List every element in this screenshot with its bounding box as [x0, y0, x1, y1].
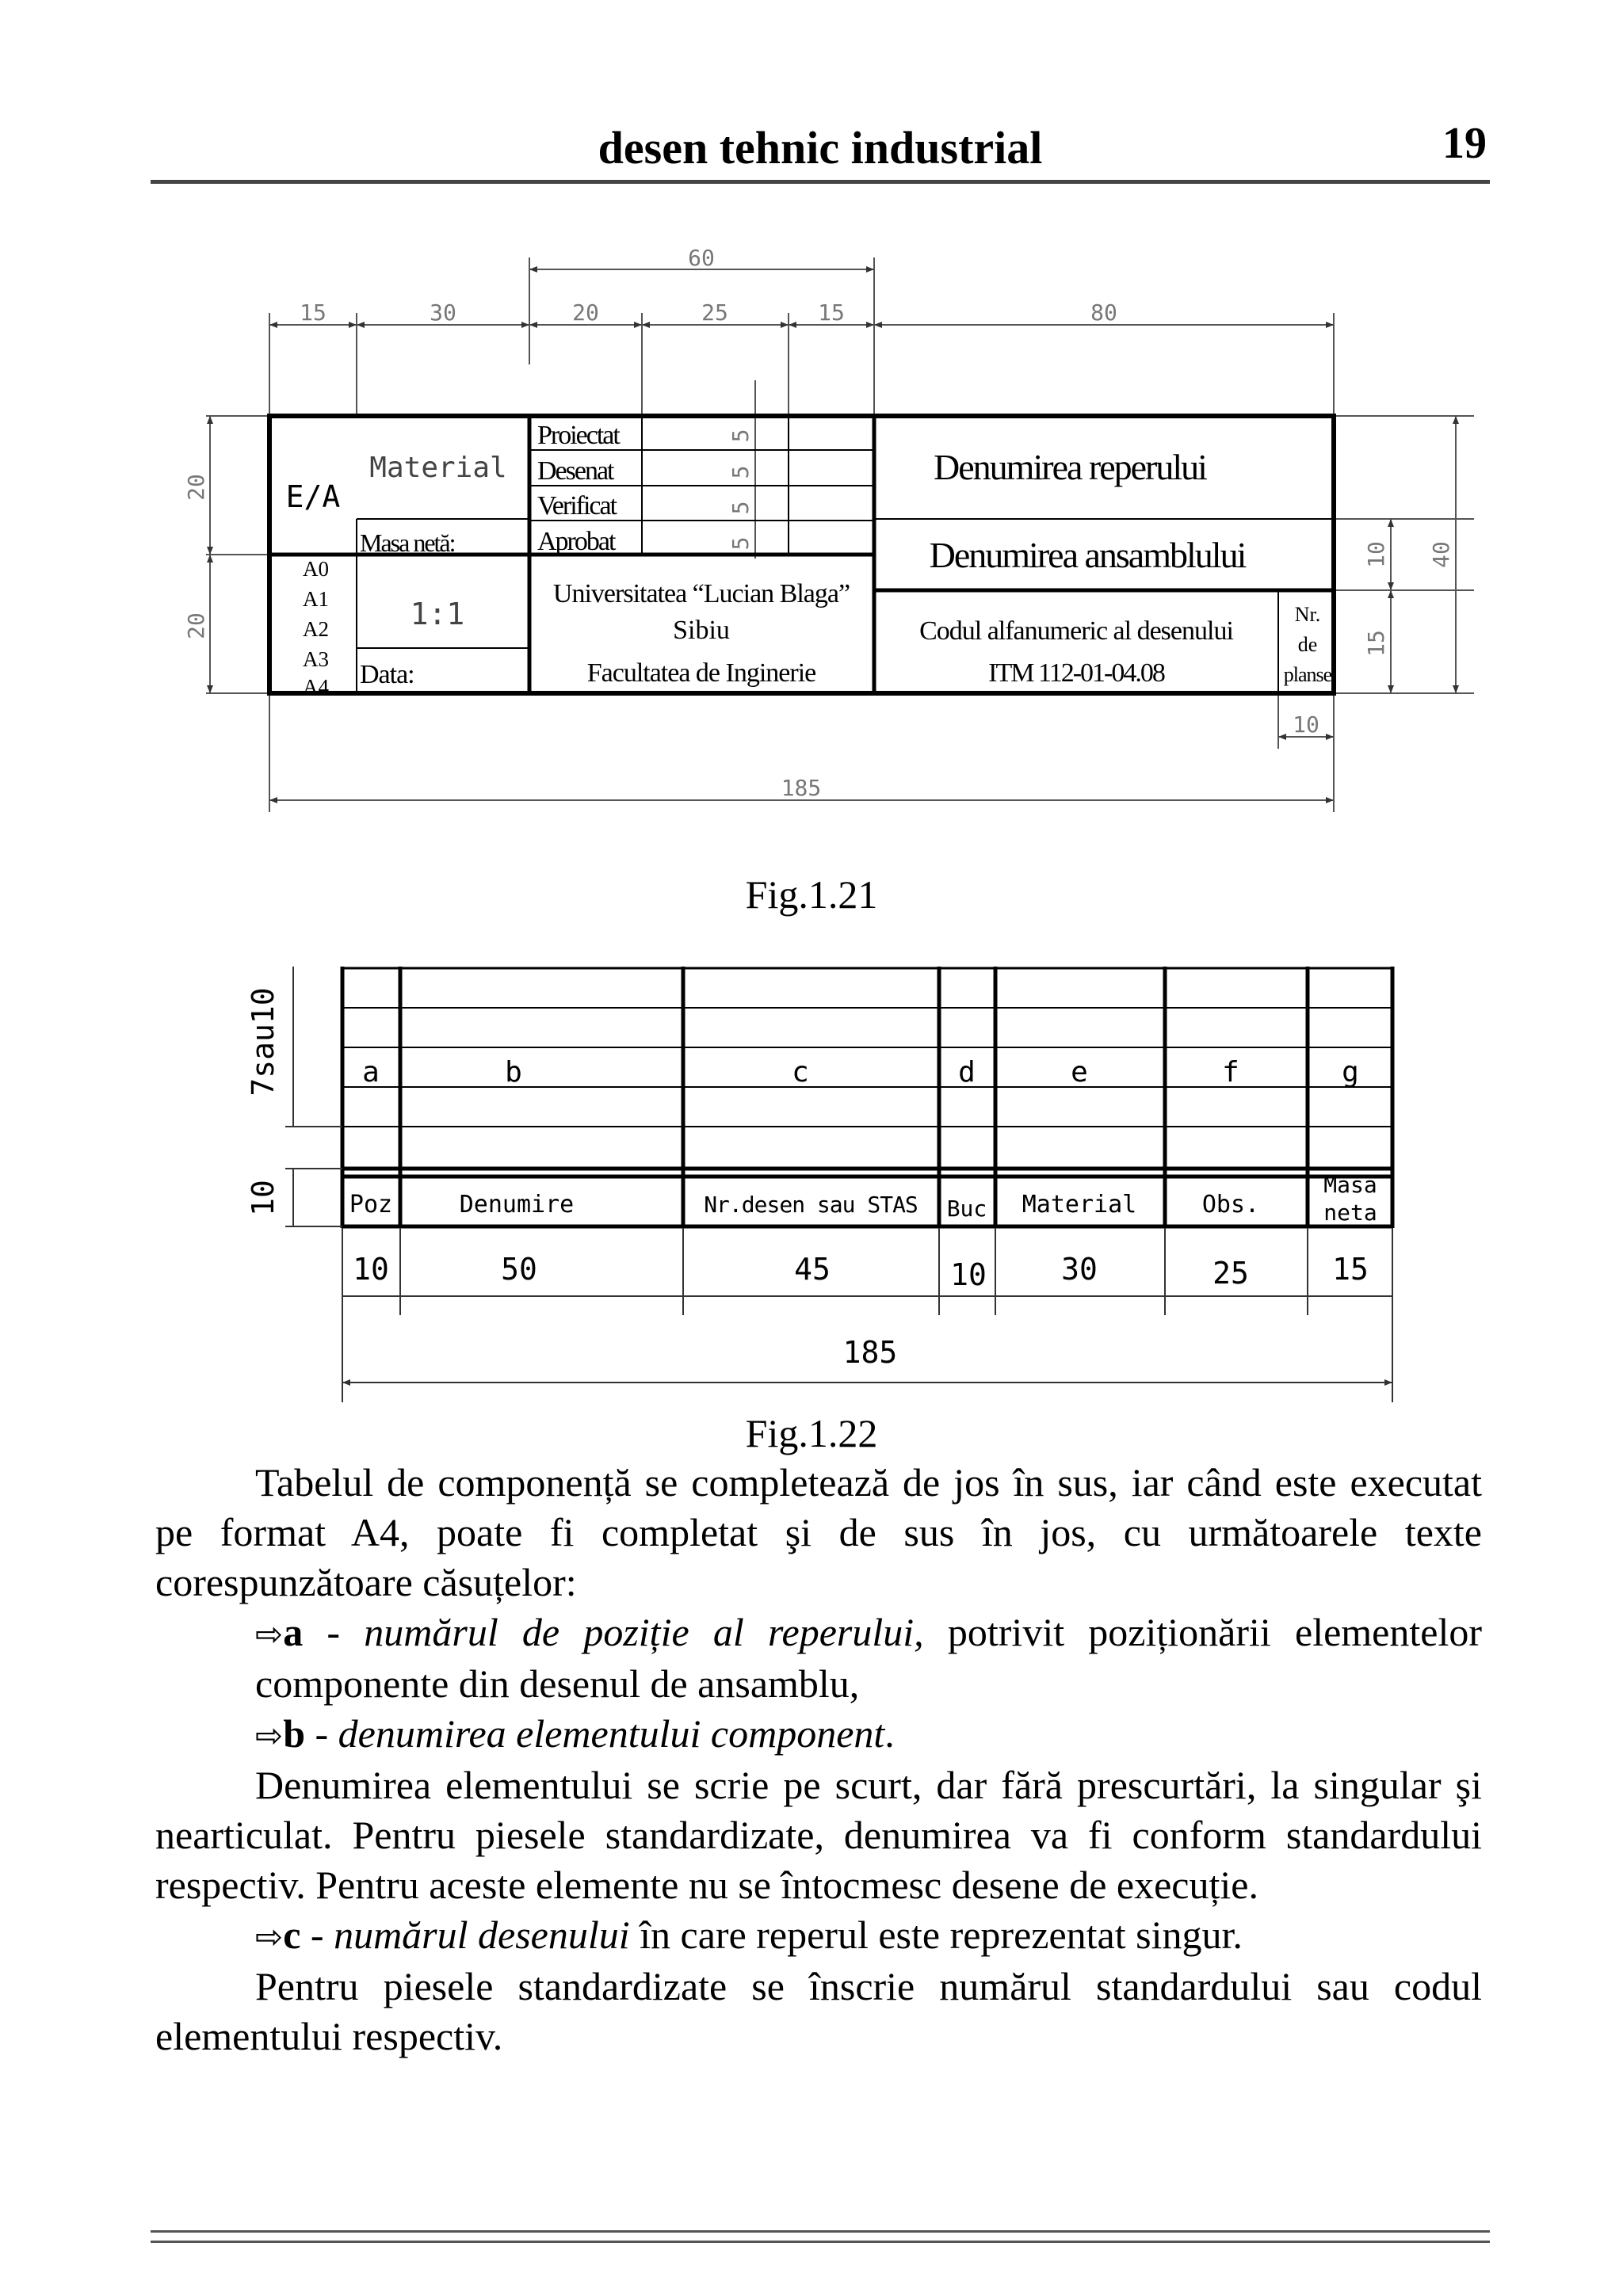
component-table-drawing	[0, 951, 1623, 1402]
width-total-185: 185	[842, 1335, 898, 1370]
header-buc: Buc	[946, 1196, 987, 1222]
dim-left-20b: 20	[183, 612, 209, 639]
bullet-a-letter: a	[283, 1610, 304, 1654]
width-30: 30	[1061, 1252, 1098, 1287]
header-obs: Obs.	[1201, 1191, 1260, 1219]
bullet-c-italic: numărul desenului	[334, 1913, 630, 1957]
page-number: 19	[1442, 119, 1487, 168]
dim-right-10: 10	[1363, 541, 1389, 568]
dim-15b: 15	[818, 299, 845, 326]
letter-a: a	[362, 1056, 380, 1089]
arrow-right-icon: ⇨	[255, 1716, 284, 1755]
role-verificat: Verificat	[537, 491, 617, 521]
dim-row-5d: 5	[727, 536, 754, 551]
format-a4: A4	[303, 675, 329, 699]
header-nr-desen: Nr.desen sau STAS	[704, 1192, 918, 1218]
bullet-c-sep: -	[300, 1913, 334, 1957]
dim-80: 80	[1090, 299, 1117, 326]
width-45: 45	[794, 1252, 831, 1287]
dim-right-15: 15	[1363, 630, 1389, 657]
width-50: 50	[501, 1252, 537, 1287]
header-denumire: Denumire	[459, 1191, 575, 1219]
univ-line2: Sibiu	[673, 616, 730, 645]
left-dim-10: 10	[246, 1180, 281, 1216]
cell-scale: 1:1	[410, 597, 465, 631]
format-a3: A3	[303, 647, 329, 671]
width-10a: 10	[353, 1252, 389, 1287]
bullet-b-italic: denumirea elementului component	[338, 1711, 885, 1756]
dim-bottom-185: 185	[781, 775, 822, 801]
paragraph-1: Tabelul de componență se completează de jos în sus, iar când este executat pe format A4, poate fi completat şi de sus în jos, cu următoarele texte corespunzătoare căsuțelor:	[155, 1460, 1482, 1604]
cell-planse: planse	[1283, 663, 1332, 686]
width-10b: 10	[950, 1257, 987, 1292]
header-masa: Masa	[1323, 1172, 1377, 1198]
bullet-b	[155, 1709, 1482, 1760]
bullet-b-sep: -	[305, 1711, 338, 1756]
dim-row-5a: 5	[727, 429, 754, 443]
format-a1: A1	[303, 587, 329, 611]
role-aprobat: Aprobat	[537, 527, 615, 556]
title-block-drawing	[0, 0, 1623, 840]
header-material: Material	[1022, 1191, 1137, 1219]
bullet-a	[155, 1608, 1482, 1709]
cell-de: de	[1297, 633, 1318, 656]
bullet-a-italic: numărul de poziție al reperului,	[364, 1610, 924, 1654]
role-desenat: Desenat	[537, 456, 613, 486]
dim-15a: 15	[300, 299, 327, 326]
figure-caption-2: Fig.1.22	[745, 1411, 878, 1455]
univ-line1: Universitatea “Lucian Blaga”	[552, 579, 850, 608]
cell-material: Material	[369, 452, 507, 484]
cell-nr: Nr.	[1294, 603, 1321, 626]
bullet-c-letter: c	[283, 1913, 301, 1957]
cell-data: Data:	[360, 660, 414, 689]
paragraph-2: Denumirea elementului se scrie pe scurt, dar fără prescurtări, la singular şi nearticulat. Pentru piesele standardizate, denumirea va fi conform standardului respectiv. Pentru aceste elemente nu se întocmesc desene de execuție.	[155, 1763, 1482, 1907]
bullet-b-end: .	[884, 1711, 895, 1756]
arrow-right-icon: ⇨	[255, 1615, 284, 1653]
bullet-c	[155, 1910, 1482, 1962]
letter-d: d	[958, 1056, 976, 1089]
letter-c: c	[792, 1056, 809, 1089]
figure-caption-1: Fig.1.21	[745, 872, 878, 917]
letter-g: g	[1342, 1056, 1359, 1089]
paragraph-3: Pentru piesele standardizate se înscrie numărul standardului sau codul elementului respectiv.	[155, 1964, 1482, 2058]
bullet-a-rest: potrivit poziționării elementelor componente din desenul de ansamblu,	[255, 1610, 1482, 1706]
dim-30: 30	[430, 299, 456, 326]
format-a2: A2	[303, 617, 329, 641]
header-neta: neta	[1323, 1199, 1377, 1226]
page-title: desen tehnic industrial	[598, 122, 1043, 174]
cell-masa-neta: Masa netă:	[360, 528, 455, 557]
dim-row-5b: 5	[727, 465, 754, 479]
dim-left-20a: 20	[183, 474, 209, 501]
cell-cod-alfanumeric: Codul alfanumeric al desenului	[919, 616, 1233, 646]
bullet-b-letter: b	[283, 1711, 306, 1756]
letter-e: e	[1071, 1056, 1088, 1089]
cell-denumirea-reperului: Denumirea reperului	[934, 447, 1206, 487]
body-text	[155, 1458, 1482, 2061]
letter-f: f	[1222, 1056, 1239, 1089]
cell-ea: E/A	[285, 479, 341, 514]
bullet-c-rest: în care reperul este reprezentat singur.	[629, 1913, 1243, 1957]
bullet-a-sep: -	[303, 1610, 365, 1654]
cell-denumirea-ansamblului: Denumirea ansamblului	[929, 535, 1246, 575]
format-a0: A0	[303, 557, 329, 581]
cell-cod-itm: ITM 112-01-04.08	[988, 658, 1164, 688]
footer-rule	[151, 2230, 1490, 2243]
letter-b: b	[505, 1056, 522, 1089]
dim-bottom-10: 10	[1293, 711, 1319, 738]
dim-25: 25	[701, 299, 728, 326]
univ-line3: Facultatea de Inginerie	[586, 658, 816, 688]
header-poz: Poz	[349, 1191, 393, 1219]
width-15: 15	[1332, 1252, 1369, 1287]
dim-20: 20	[572, 299, 599, 326]
arrow-right-icon: ⇨	[255, 1917, 284, 1956]
width-25: 25	[1212, 1256, 1249, 1291]
dim-60: 60	[688, 245, 715, 271]
left-dim-7sau10: 7sau10	[246, 987, 281, 1097]
role-proiectat: Proiectat	[537, 421, 619, 450]
dim-row-5c: 5	[727, 501, 754, 515]
dim-right-40: 40	[1428, 541, 1454, 568]
